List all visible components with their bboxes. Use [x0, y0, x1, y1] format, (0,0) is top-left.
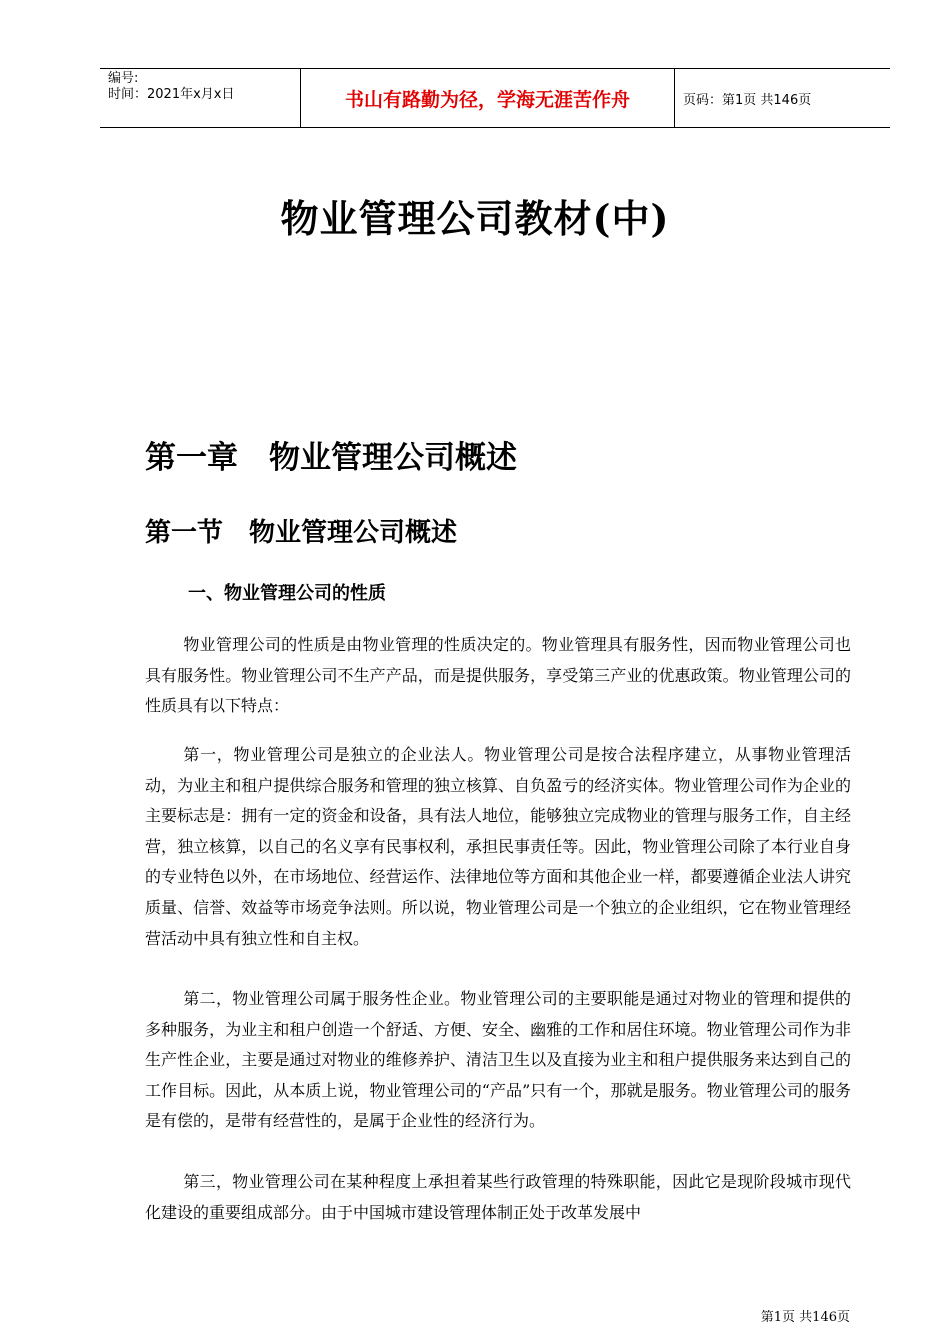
document-title: 物业管理公司教材(中) [280, 196, 670, 241]
subsection-heading: 一、物业管理公司的性质 [188, 583, 386, 604]
page-footer: 第1页 共146页 [760, 1310, 850, 1325]
header-meta [100, 69, 301, 127]
paragraph: 第三，物业管理公司在某种程度上承担着某些行政管理的特殊职能，因此它是现阶段城市现代化建设的重要组成部分。由于中国城市建设管理体制正处于改革发展中 [145, 1172, 851, 1222]
section-heading: 第一节 物业管理公司概述 [145, 518, 458, 548]
header-page-info: 页码：第1页 共146页 [683, 92, 812, 108]
document-number-label: 编号: [108, 71, 139, 86]
document-time-label: 时间：2021年x月x日 [108, 87, 235, 102]
page-header [100, 68, 890, 128]
header-motto: 书山有路勤为径，学海无涯苦作舟 [301, 69, 675, 127]
paragraph: 第一，物业管理公司是独立的企业法人。物业管理公司是按合法程序建立，从事物业管理活动，为业主和租户提供综合服务和管理的独立核算、自负盈亏的经济实体。物业管理公司作为企业的主要标志是：拥有一定的资金和设备，具有法人地位，能够独立完成物业的管理与服务工作，自主经营，独立核算，以自己的名义享有民事权利，承担民事责任等。因此，物业管理公司除了本行业自身的专业特色以外，在市场地位、经营运作、法律地位等方面和其他企业一样，都要遵循企业法人讲究质量、信誉、效益等市场竞争法则。所以说，物业管理公司是一个独立的企业组织，它在物业管理经营活动中具有独立性和自主权。 [145, 745, 851, 948]
paragraph: 物业管理公司的性质是由物业管理的性质决定的。物业管理具有服务性，因而物业管理公司也具有服务性。物业管理公司不生产产品，而是提供服务，享受第三产业的优惠政策。物业管理公司的性质具有以下特点： [145, 635, 851, 716]
paragraph: 第二，物业管理公司属于服务性企业。物业管理公司的主要职能是通过对物业的管理和提供的多种服务，为业主和租户创造一个舒适、方便、安全、幽雅的工作和居住环境。物业管理公司作为非生产性企业，主要是通过对物业的维修养护、清洁卫生以及直接为业主和租户提供服务来达到自己的工作目标。因此，从本质上说，物业管理公司的“产品”只有一个，那就是服务。物业管理公司的服务是有偿的，是带有经营性的，是属于企业性的经济行为。 [145, 989, 851, 1131]
chapter-heading: 第一章 物业管理公司概述 [145, 440, 517, 476]
